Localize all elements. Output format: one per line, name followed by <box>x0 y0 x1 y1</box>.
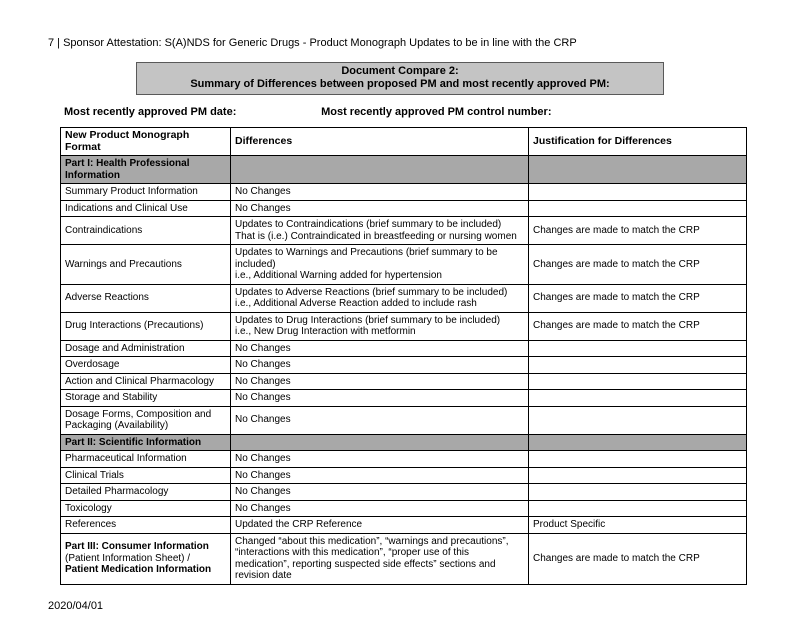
table-row <box>61 406 747 434</box>
table-row <box>61 373 747 390</box>
format-cell: Storage and Stability <box>61 390 231 407</box>
differences-cell <box>231 406 529 434</box>
justification-cell <box>529 406 747 434</box>
justification-cell: Changes are made to match the CRP <box>529 284 747 312</box>
table-row <box>61 200 747 217</box>
differences-line: i.e., Additional Warning added for hypertension <box>235 270 442 281</box>
format-cell: Summary Product Information <box>61 184 231 201</box>
justification-cell: Changes are made to match the CRP <box>529 245 747 285</box>
format-line: Part III: Consumer Information <box>65 541 209 553</box>
format-cell: Overdosage <box>61 357 231 374</box>
justification-cell: Changes are made to match the CRP <box>529 533 747 584</box>
differences-cell <box>231 451 529 468</box>
compare-box-line1: Document Compare 2: <box>341 65 459 77</box>
justification-cell <box>529 357 747 374</box>
differences-cell <box>231 340 529 357</box>
differences-cell <box>231 217 529 245</box>
table-row <box>61 340 747 357</box>
table-row <box>61 467 747 484</box>
differences-line: Updates to Warnings and Precautions (brief summary to be included) <box>235 247 498 270</box>
compare-box-line2: Summary of Differences between proposed PM and most recently approved PM: <box>190 78 610 90</box>
differences-cell <box>231 484 529 501</box>
differences-line: Updated the CRP Reference <box>235 519 363 530</box>
table-row <box>61 312 747 340</box>
differences-line: i.e., New Drug Interaction with metformin <box>235 326 416 337</box>
differences-table <box>60 127 747 585</box>
section-empty-cell <box>231 156 529 184</box>
differences-cell <box>231 390 529 407</box>
column-header-format: New Product Monograph Format <box>61 128 231 156</box>
table-row <box>61 484 747 501</box>
format-cell: Pharmaceutical Information <box>61 451 231 468</box>
table-row <box>61 217 747 245</box>
differences-line: No Changes <box>235 453 291 464</box>
justification-cell: Changes are made to match the CRP <box>529 217 747 245</box>
table-row <box>61 357 747 374</box>
differences-line: Updates to Contraindications (brief summary to be included) <box>235 219 502 230</box>
format-cell: Detailed Pharmacology <box>61 484 231 501</box>
differences-cell <box>231 357 529 374</box>
differences-line: i.e., Additional Adverse Reaction added to include rash <box>235 298 477 309</box>
differences-line: Updates to Drug Interactions (brief summary to be included) <box>235 314 501 326</box>
differences-line: No Changes <box>235 375 291 387</box>
table-row <box>61 284 747 312</box>
differences-line: Updates to Adverse Reactions (brief summary to be included) <box>235 286 508 298</box>
format-cell: Toxicology <box>61 500 231 517</box>
section-empty-cell <box>231 434 529 451</box>
format-line: (Patient Information Sheet) / <box>65 552 191 564</box>
column-header-differences: Differences <box>231 128 529 156</box>
differences-line: No Changes <box>235 469 291 481</box>
format-cell: Adverse Reactions <box>61 284 231 312</box>
differences-line: Changed “about this medication”, “warnings and precautions”, “interactions with this medication”, “proper use of this medication”, reporting suspected side effects” sections and revision date <box>235 535 509 581</box>
document-header-title: 7 | Sponsor Attestation: S(A)NDS for Generic Drugs - Product Monograph Updates to be in line with the CRP <box>48 37 577 49</box>
differences-line: No Changes <box>235 359 291 370</box>
differences-line: No Changes <box>235 186 291 197</box>
differences-cell <box>231 467 529 484</box>
differences-cell <box>231 245 529 285</box>
format-line: Patient Medication Information <box>65 564 212 576</box>
format-cell: Dosage and Administration <box>61 340 231 357</box>
differences-cell <box>231 200 529 217</box>
format-cell: Contraindications <box>61 217 231 245</box>
section-header-row <box>61 434 747 451</box>
justification-cell <box>529 390 747 407</box>
differences-cell <box>231 312 529 340</box>
document-compare-box <box>136 62 664 95</box>
differences-cell <box>231 284 529 312</box>
justification-cell <box>529 184 747 201</box>
table-header-row <box>61 128 747 156</box>
differences-cell <box>231 533 529 584</box>
differences-cell <box>231 373 529 390</box>
differences-cell <box>231 500 529 517</box>
differences-line: No Changes <box>235 392 291 403</box>
justification-cell <box>529 451 747 468</box>
pm-control-number-label: Most recently approved PM control number: <box>321 106 552 118</box>
section-label-cell: Part II: Scientific Information <box>61 434 231 451</box>
justification-cell <box>529 373 747 390</box>
table-row <box>61 245 747 285</box>
differences-line: That is (i.e.) Contraindicated in breastfeeding or nursing women <box>235 230 517 242</box>
justification-cell <box>529 200 747 217</box>
justification-cell <box>529 500 747 517</box>
format-cell: Clinical Trials <box>61 467 231 484</box>
format-cell: References <box>61 517 231 534</box>
section-empty-cell <box>529 156 747 184</box>
table-row <box>61 517 747 534</box>
pm-date-label: Most recently approved PM date: <box>64 106 237 118</box>
differences-line: No Changes <box>235 486 291 497</box>
justification-cell <box>529 340 747 357</box>
pm-labels-row <box>64 106 752 118</box>
table-row <box>61 390 747 407</box>
section-label-cell: Part I: Health Professional Information <box>61 156 231 184</box>
table-body <box>61 156 747 585</box>
table-row <box>61 184 747 201</box>
differences-line: No Changes <box>235 502 291 514</box>
format-cell <box>61 533 231 584</box>
format-cell: Action and Clinical Pharmacology <box>61 373 231 390</box>
footer-date: 2020/04/01 <box>48 599 104 612</box>
differences-cell <box>231 517 529 534</box>
table-row <box>61 451 747 468</box>
format-cell: Indications and Clinical Use <box>61 200 231 217</box>
section-empty-cell <box>529 434 747 451</box>
column-header-justification: Justification for Differences <box>529 128 747 156</box>
differences-line: No Changes <box>235 342 291 354</box>
differences-cell <box>231 184 529 201</box>
table-row <box>61 533 747 584</box>
format-cell: Drug Interactions (Precautions) <box>61 312 231 340</box>
justification-cell: Changes are made to match the CRP <box>529 312 747 340</box>
differences-line: No Changes <box>235 202 291 214</box>
justification-cell <box>529 484 747 501</box>
table-row <box>61 500 747 517</box>
format-cell: Warnings and Precautions <box>61 245 231 285</box>
justification-cell: Product Specific <box>529 517 747 534</box>
format-cell: Dosage Forms, Composition and Packaging (Availability) <box>61 406 231 434</box>
differences-line: No Changes <box>235 414 291 426</box>
section-header-row <box>61 156 747 184</box>
justification-cell <box>529 467 747 484</box>
